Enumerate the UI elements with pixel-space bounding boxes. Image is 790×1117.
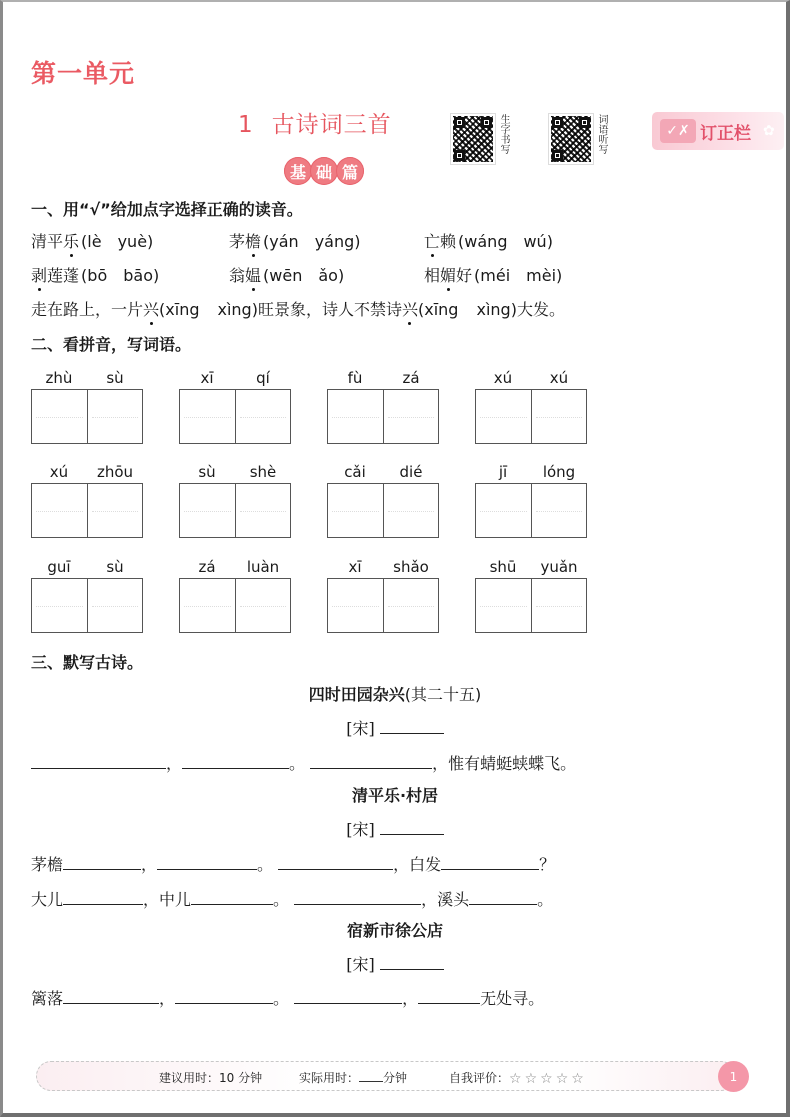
dotted-char: 剥 [31, 266, 48, 285]
dotted-char: 乐 [63, 232, 80, 251]
pinyin-syllable: fù [347, 369, 363, 387]
word-writing-cell [327, 463, 439, 538]
poem-author-line [0, 817, 790, 840]
poem-author-line [0, 716, 790, 739]
poem-title: 四时田园杂兴(其二十五) [308, 685, 482, 704]
level-tag-char: 础 [310, 157, 338, 185]
pinyin-syllable: zá [198, 558, 216, 576]
unit-title: 第一单元 [31, 59, 136, 88]
answer-blank[interactable] [157, 854, 257, 870]
writing-boxes [475, 483, 587, 538]
pinyin-option[interactable]: yán [269, 232, 299, 251]
dotted-char: 檐 [245, 232, 262, 251]
character-box[interactable] [180, 579, 236, 632]
answer-blank[interactable] [469, 889, 537, 905]
footer-bar [36, 1061, 736, 1091]
character-box[interactable] [384, 390, 439, 443]
section-3-title: 三、默写古诗。 [31, 653, 144, 672]
pinyin-syllable: zá [402, 369, 420, 387]
poem-verse-line: 茅檐 ， 。 ，白发 ？ [31, 855, 556, 874]
pinyin-row [475, 369, 587, 389]
pinyin-option[interactable]: xìng [217, 300, 252, 319]
writing-boxes [31, 389, 143, 444]
character-box[interactable] [384, 579, 439, 632]
qr-label: 词语听写 [596, 114, 607, 154]
word-writing-cell [327, 369, 439, 444]
check-cross-icon: ✓✗ [660, 119, 696, 143]
pinyin-row [327, 463, 439, 483]
pinyin-option[interactable]: ǎo [318, 266, 338, 285]
character-box[interactable] [88, 484, 143, 537]
word-writing-cell [179, 463, 291, 538]
answer-blank[interactable] [63, 988, 159, 1004]
pronunciation-item: 剥莲蓬 (bō bāo) [31, 266, 160, 285]
writing-boxes [327, 483, 439, 538]
lesson-name: 古诗词三首 [271, 112, 392, 138]
writing-boxes [475, 578, 587, 633]
pinyin-syllable: zhōu [96, 463, 134, 481]
pinyin-syllable: guī [47, 558, 71, 576]
writing-boxes [475, 389, 587, 444]
word-writing-cell [31, 558, 143, 633]
author-blank[interactable] [380, 819, 444, 835]
dynasty: [宋] [346, 820, 375, 839]
dotted-char: 亡 [424, 232, 441, 251]
actual-time-blank[interactable] [359, 1070, 383, 1082]
pinyin-option[interactable]: wú [523, 232, 547, 251]
level-tag-char: 篇 [336, 157, 364, 185]
star-icon[interactable]: ☆ [555, 1070, 569, 1087]
pinyin-syllable: lóng [542, 463, 576, 481]
character-box[interactable] [476, 579, 532, 632]
pinyin-row [179, 558, 291, 578]
star-icon[interactable]: ☆ [571, 1070, 584, 1087]
pinyin-syllable: luàn [246, 558, 280, 576]
character-box[interactable] [88, 390, 143, 443]
writing-boxes [31, 483, 143, 538]
poem-title: 宿新市徐公店 [346, 921, 443, 940]
character-box[interactable] [532, 390, 587, 443]
answer-blank[interactable] [191, 889, 273, 905]
dotted-char: 兴 [143, 300, 160, 319]
character-box[interactable] [328, 390, 384, 443]
character-box[interactable] [532, 484, 587, 537]
dotted-char: 兴 [401, 300, 418, 319]
answer-blank[interactable] [441, 854, 539, 870]
lesson-number: 1 [238, 112, 254, 138]
qr-label: 生字书写 [498, 114, 509, 154]
pinyin-row [327, 369, 439, 389]
poem-verse-line: 篱落 ， 。 ， 无处寻。 [31, 989, 545, 1008]
character-box[interactable] [180, 390, 236, 443]
pinyin-option[interactable]: xīng [424, 300, 459, 319]
pinyin-option[interactable]: yuè [117, 232, 148, 251]
writing-boxes [179, 578, 291, 633]
character-box[interactable] [236, 390, 291, 443]
section-2-title: 二、看拼音，写词语。 [31, 335, 192, 354]
pinyin-option[interactable]: wēn [269, 266, 303, 285]
qr-code-icon[interactable] [451, 114, 495, 164]
answer-blank[interactable] [418, 988, 480, 1004]
pinyin-syllable: xú [493, 369, 513, 387]
writing-boxes [327, 578, 439, 633]
pinyin-syllable: zhù [45, 369, 73, 387]
pronunciation-item: 清平乐 (lè yuè) [31, 232, 154, 251]
writing-boxes [179, 483, 291, 538]
correction-label: 订正栏 [700, 123, 751, 144]
word-writing-cell [475, 558, 587, 633]
author-blank[interactable] [380, 954, 444, 970]
pinyin-row [179, 463, 291, 483]
poem-title: 清平乐·村居 [351, 786, 439, 805]
character-box[interactable] [236, 484, 291, 537]
pinyin-syllable: yuǎn [540, 558, 578, 576]
word-writing-cell [327, 558, 439, 633]
character-box[interactable] [32, 579, 88, 632]
pinyin-option[interactable]: wáng [464, 232, 508, 251]
character-box[interactable] [532, 579, 587, 632]
character-box[interactable] [476, 390, 532, 443]
qr-code-icon[interactable] [549, 114, 593, 164]
pronunciation-item: 亡赖 (wáng wú) [424, 232, 553, 251]
dynasty: [宋] [346, 719, 375, 738]
pinyin-syllable: qí [256, 369, 270, 387]
pronunciation-item: 翁媪 (wēn ǎo) [229, 266, 345, 285]
pinyin-row [179, 369, 291, 389]
answer-blank[interactable] [31, 753, 166, 769]
pinyin-syllable: sù [106, 558, 124, 576]
answer-blank[interactable] [63, 854, 141, 870]
pinyin-option[interactable]: mèi [526, 266, 557, 285]
character-box[interactable] [476, 484, 532, 537]
star-icon[interactable]: ☆ [509, 1070, 522, 1087]
pinyin-syllable: xī [348, 558, 362, 576]
pinyin-syllable: sù [198, 463, 216, 481]
lesson-title [238, 106, 392, 139]
author-blank[interactable] [380, 718, 444, 734]
pinyin-syllable: xī [200, 369, 214, 387]
writing-boxes [179, 389, 291, 444]
pronunciation-item: 茅檐 (yán yáng) [229, 232, 361, 251]
pinyin-row [31, 463, 143, 483]
pinyin-syllable: jī [498, 463, 508, 481]
word-writing-cell [31, 463, 143, 538]
character-box[interactable] [32, 484, 88, 537]
section-1-title: 一、用“√”给加点字选择正确的读音。 [31, 200, 303, 219]
level-tag-char: 基 [284, 157, 312, 185]
pinyin-option[interactable]: yáng [314, 232, 355, 251]
pinyin-option[interactable]: méi [480, 266, 511, 285]
answer-blank[interactable] [182, 753, 289, 769]
pinyin-syllable: xú [49, 463, 69, 481]
character-box[interactable] [180, 484, 236, 537]
pinyin-syllable: dié [399, 463, 423, 481]
answer-blank[interactable] [294, 889, 421, 905]
correction-column-badge [652, 112, 784, 150]
page-number: 1 [718, 1061, 749, 1092]
qr-code-writing[interactable] [451, 114, 509, 168]
pinyin-option[interactable]: xìng [476, 300, 511, 319]
level-tag [284, 157, 362, 185]
poem-author-line [0, 952, 790, 975]
pinyin-syllable: shǎo [393, 558, 429, 576]
answer-blank[interactable] [175, 988, 273, 1004]
actual-time: 实际用时： 分钟 [299, 1071, 408, 1085]
pinyin-row [31, 369, 143, 389]
suggested-time: 建议用时：10 分钟 [159, 1071, 263, 1085]
character-box[interactable] [32, 390, 88, 443]
pinyin-row [475, 558, 587, 578]
writing-boxes [327, 389, 439, 444]
word-writing-cell [179, 369, 291, 444]
pinyin-option[interactable]: bāo [123, 266, 153, 285]
dotted-char: 媪 [245, 266, 262, 285]
character-box[interactable] [384, 484, 439, 537]
writing-boxes [31, 578, 143, 633]
answer-blank[interactable] [63, 889, 143, 905]
pinyin-syllable: shū [489, 558, 517, 576]
word-writing-cell [179, 558, 291, 633]
pinyin-row [31, 558, 143, 578]
star-icon[interactable]: ☆ [524, 1070, 538, 1087]
pinyin-row [327, 558, 439, 578]
pinyin-syllable: xú [549, 369, 569, 387]
star-icon[interactable]: ☆ [540, 1070, 553, 1087]
flower-icon: ✿ [763, 123, 775, 139]
pinyin-option[interactable]: lè [87, 232, 102, 251]
self-evaluation: 自我评价： ☆ ☆ ☆ ☆ ☆ [449, 1070, 584, 1087]
pinyin-syllable: sù [106, 369, 124, 387]
pinyin-syllable: cǎi [344, 463, 366, 481]
qr-code-dictation[interactable] [549, 114, 607, 168]
pinyin-syllable: shè [249, 463, 277, 481]
word-writing-cell [475, 463, 587, 538]
character-box[interactable] [328, 579, 384, 632]
answer-blank[interactable] [310, 753, 432, 769]
pinyin-row [475, 463, 587, 483]
pronunciation-sentence: 走在路上，一片兴(xīng xìng)旺景象，诗人不禁诗兴(xīng xìng)大发。 [31, 300, 565, 319]
pinyin-option[interactable]: bō [87, 266, 108, 285]
character-box[interactable] [88, 579, 143, 632]
star-rating[interactable] [509, 1072, 584, 1086]
pinyin-option[interactable]: xīng [165, 300, 200, 319]
dynasty: [宋] [346, 955, 375, 974]
poem-verse-line: ， 。 ，惟有蜻蜓蛱蝶飞。 [31, 751, 576, 774]
character-box[interactable] [236, 579, 291, 632]
answer-blank[interactable] [278, 854, 393, 870]
word-writing-cell [475, 369, 587, 444]
word-writing-cell [31, 369, 143, 444]
poem-verse-line: 大儿 ，中儿 。 ，溪头 。 [31, 890, 554, 909]
pronunciation-item: 相媚好 (méi mèi) [424, 266, 563, 285]
answer-blank[interactable] [294, 988, 402, 1004]
character-box[interactable] [328, 484, 384, 537]
dotted-char: 媚 [440, 266, 457, 285]
